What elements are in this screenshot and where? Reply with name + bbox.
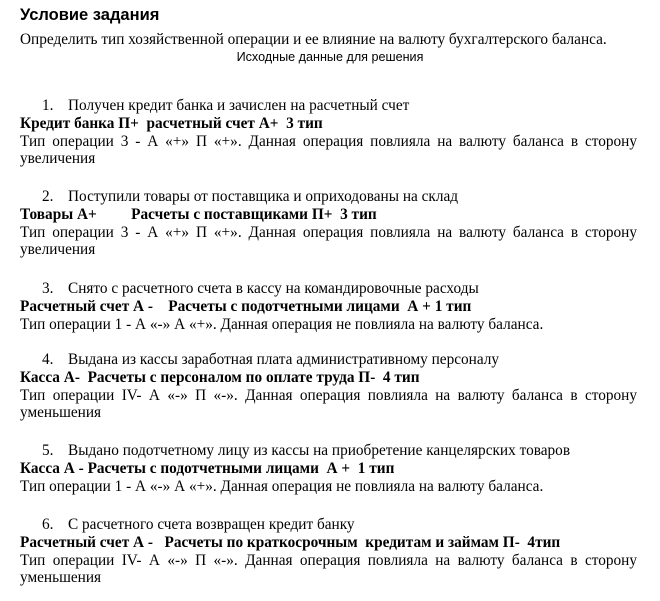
task-description: Тип операции 3 - А «+» П «+». Данная операция повлияла на валюту баланса в сторону увеличения [20,224,637,258]
task-item-5 [20,442,637,495]
task-description: Тип операции IV- А «-» П «-». Данная операция повлияла на валюту баланса в сторону уменьшения [20,387,637,421]
task-description: Тип операции IV- А «-» П «-». Данная операция повлияла на валюту баланса в сторону уменьшения [20,552,637,586]
task-number: 2. [42,188,54,205]
section-subtitle: Исходные данные для решения [236,50,424,64]
task-number: 1. [42,97,54,114]
task-accounting-entry: Расчетный счет А - Расчеты с подотчетными лицами А + 1 тип [20,298,472,315]
task-heading [20,351,637,369]
task-heading [20,516,637,534]
task-item-4 [20,351,637,421]
document-title: Условие задания [20,6,160,24]
task-accounting-entry: Касса А - Расчеты с подотчетными лицами А + 1 тип [20,460,395,477]
task-description: Тип операции 1 - А «-» А «+». Данная операция не повлияла на валюту баланса. [20,316,544,333]
task-text: Получен кредит банка и зачислен на расчетный счет [68,97,410,114]
task-text: Выдано подотчетному лицу из кассы на приобретение канцелярских товаров [68,442,571,459]
task-accounting-entry: Товары А+ Расчеты с поставщиками П+ 3 тип [20,206,377,223]
task-text: Выдана из кассы заработная плата административному персоналу [68,351,500,368]
task-item-6 [20,516,637,586]
task-text: Снято с расчетного счета в кассу на командировочные расходы [68,280,479,297]
task-number: 3. [42,280,54,297]
task-number: 6. [42,516,54,533]
task-item-3 [20,280,637,333]
task-heading [20,97,637,115]
task-heading [20,188,637,206]
task-number: 4. [42,351,54,368]
task-description: Тип операции 3 - А «+» П «+». Данная операция повлияла на валюту баланса в сторону увеличения [20,133,637,167]
task-item-2 [20,188,637,258]
task-accounting-entry: Касса А- Расчеты с персоналом по оплате труда П- 4 тип [20,369,420,386]
task-item-1 [20,97,637,167]
task-description: Тип операции 1 - А «-» А «+». Данная операция не повлияла на валюту баланса. [20,478,544,495]
task-heading [20,280,637,298]
task-heading [20,442,637,460]
task-accounting-entry: Расчетный счет А - Расчеты по краткосрочным кредитам и займам П- 4тип [20,534,561,551]
task-number: 5. [42,442,54,459]
task-accounting-entry: Кредит банка П+ расчетный счет А+ 3 тип [20,115,323,132]
task-text: С расчетного счета возвращен кредит банку [68,516,355,533]
task-text: Поступили товары от поставщика и оприходованы на склад [68,188,459,205]
task-statement: Определить тип хозяйственной операции и ее влияние на валюту бухгалтерского баланса. [20,31,607,48]
